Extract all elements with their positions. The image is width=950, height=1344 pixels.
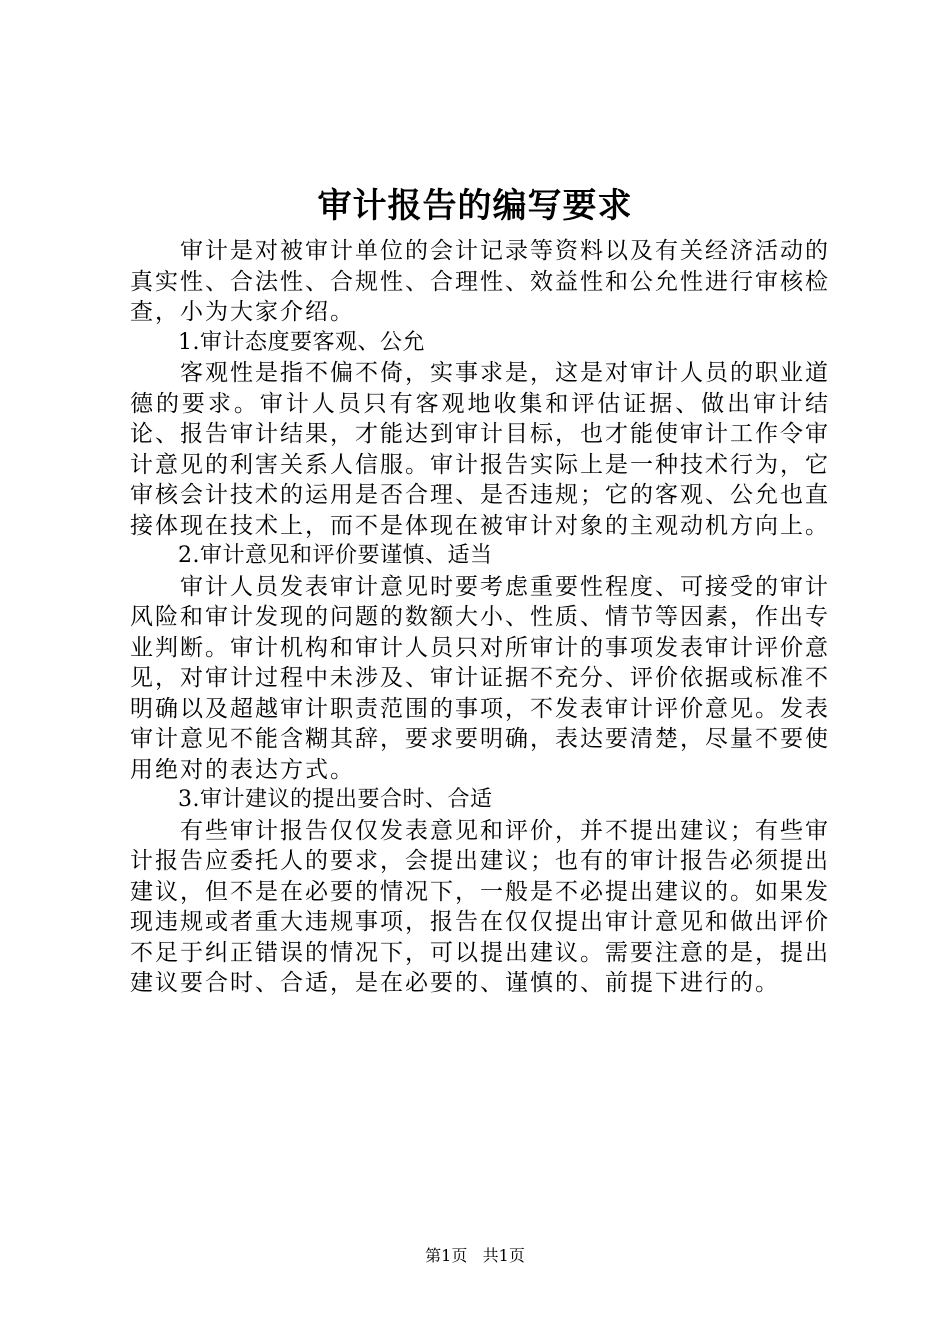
document-body xyxy=(130,236,830,999)
page-number: 第1页 xyxy=(425,1246,468,1265)
section-paragraph-3: 有些审计报告仅仅发表意见和评价，并不提出建议；有些审计报告应委托人的要求，会提出建议；也有的审计报告必须提出建议，但不是在必要的情况下，一般是不必提出建议的。如果发现违规或者重大违规事项，报告在仅仅提出审计意见和做出评价不足于纠正错误的情况下，可以提出建议。需要注意的是，提出建议要合时、合适，是在必要的、谨慎的、前提下进行的。 xyxy=(130,817,830,996)
section-heading-3: 3.审计建议的提出要合时、合适 xyxy=(178,787,493,812)
section-heading-1: 1.审计态度要客观、公允 xyxy=(178,329,425,355)
page-footer xyxy=(0,1245,950,1267)
page-total: 共1页 xyxy=(482,1246,525,1265)
footer-spacer xyxy=(472,1246,477,1265)
document-title: 审计报告的编写要求 xyxy=(317,186,633,226)
section-paragraph-1: 客观性是指不偏不倚，实事求是，这是对审计人员的职业道德的要求。审计人员只有客观地收集和评估证据、做出审计结论、报告审计结果，才能达到审计目标，也才能使审计工作令审计意见的利害关系人信服。审计报告实际上是一种技术行为，它审核会计技术的运用是否合理、是否违规；它的客观、公允也直接体现在技术上，而不是体现在被审计对象的主观动机方向上。 xyxy=(130,360,830,539)
section-heading-2: 2.审计意见和评价要谨慎、适当 xyxy=(178,543,493,568)
section-paragraph-2: 审计人员发表审计意见时要考虑重要性程度、可接受的审计风险和审计发现的问题的数额大小、性质、情节等因素，作出专业判断。审计机构和审计人员只对所审计的事项发表审计评价意见，对审计过程中未涉及、审计证据不充分、评价依据或标准不明确以及超越审计职责范围的事项，不发表审计评价意见。发表审计意见不能含糊其辞，要求要明确，表达要清楚，尽量不要使用绝对的表达方式。 xyxy=(130,573,830,783)
intro-paragraph: 审计是对被审计单位的会计记录等资料以及有关经济活动的真实性、合法性、合规性、合理性、效益性和公允性进行审核检查，小为大家介绍。 xyxy=(130,238,830,325)
